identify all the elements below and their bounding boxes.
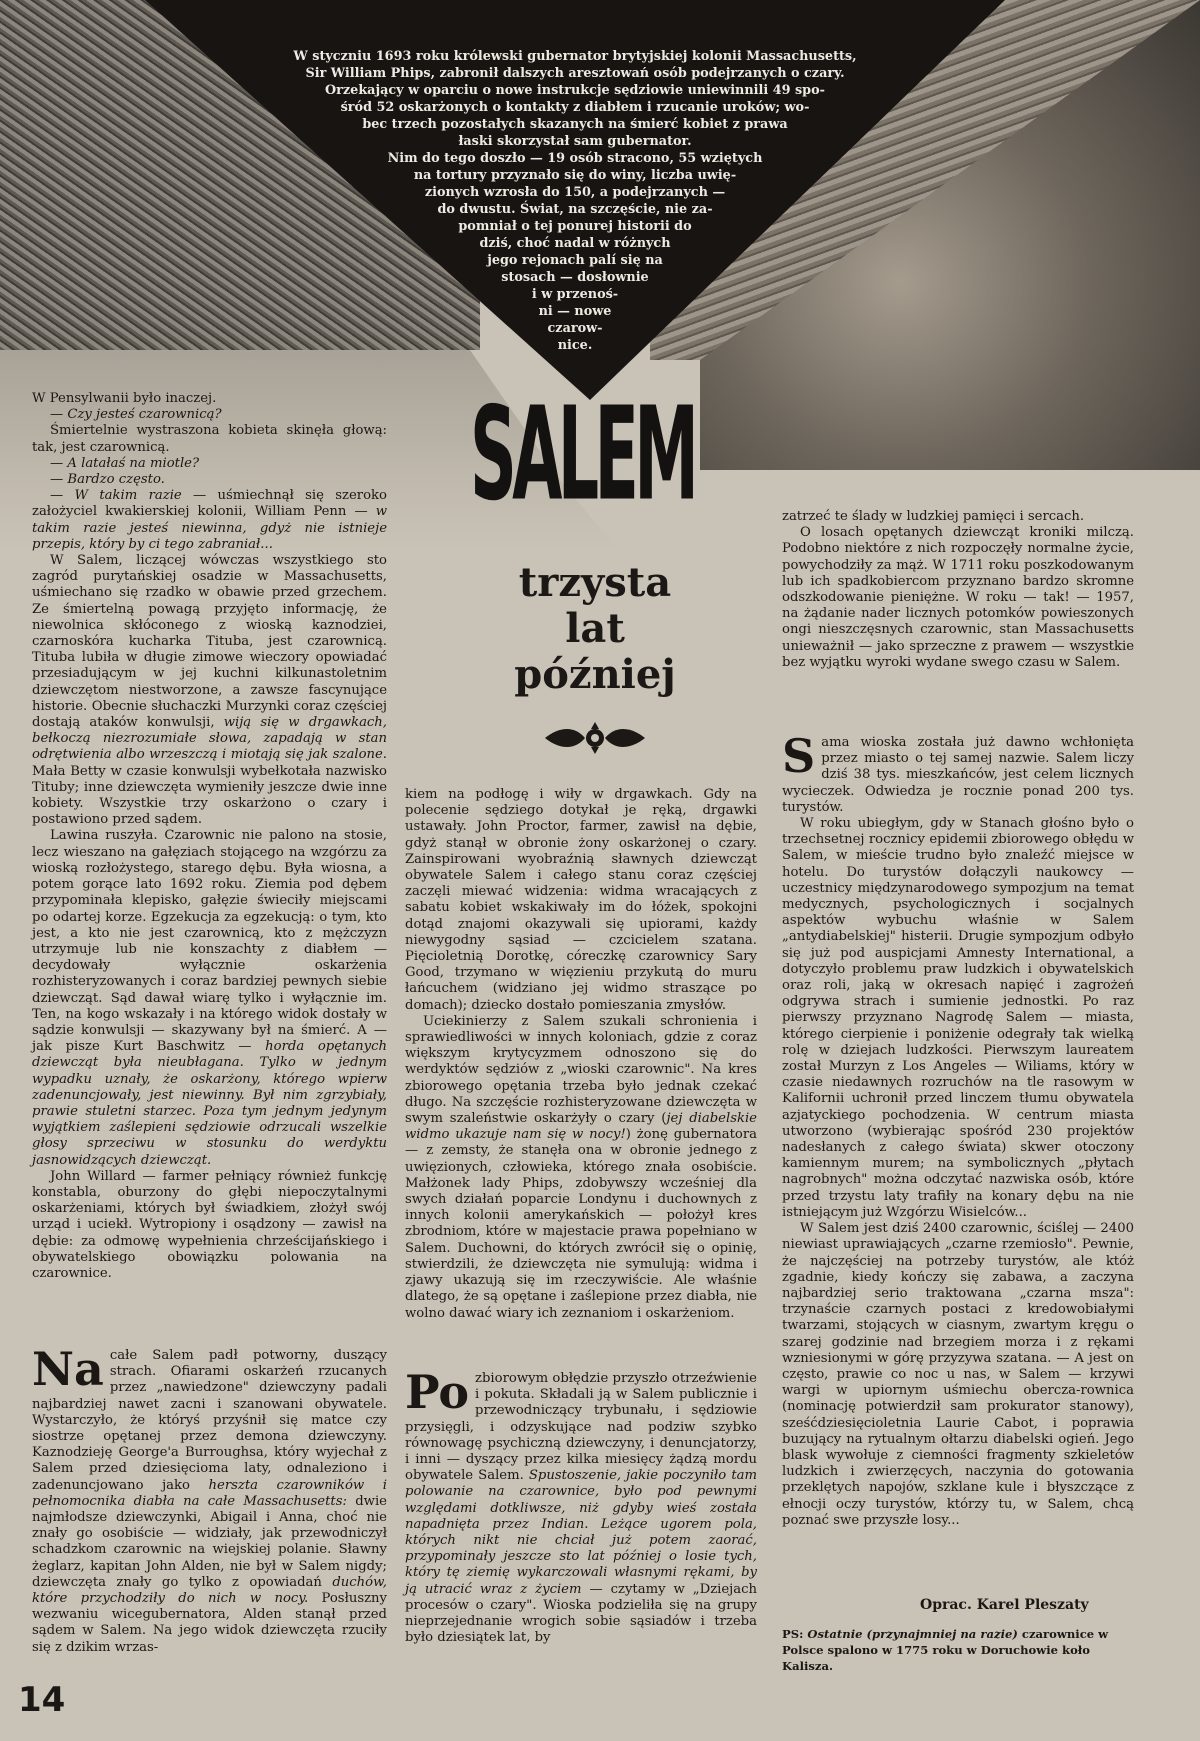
paragraph: — A latałaś na miotle?	[50, 455, 200, 471]
paragraph	[32, 1342, 387, 1656]
author-signature: Oprac. Karel Pleszaty	[920, 1597, 1089, 1613]
intro-line: stosach — dosłownie	[501, 270, 649, 285]
text-span: Lawina ruszyła. Czarownic nie palono na stosie, lecz wieszano na gałęziach stojącego na wzgórzu za wioską rozłożystego, starego dębu. Była wiosna, a potem gorące lato 1692 roku. Ziemia pod dębem przypominała klepisko, gałęzie świeciły miejscami po odartej korze. Egzekucja za egzekucją: o tym, kto jest, a kto nie jest czarownicą, kto z mężczyzn utrzymuje lub nie konszachty z diabłem — decydowały wyłącznie oskarżenia rozhisteryzowanych i coraz bardziej pewnych siebie dziewcząt. Sąd dawał wiarę tylko i wyłącznie im. Ten, na kogo wskazały i na którego widok dostały w sądzie konwulsji — skazywany był na śmierć. A — jak pisze Kurt Baschwitz —	[32, 828, 387, 1055]
intro-line: czarow-	[547, 321, 603, 336]
text-span: ama wioska została już dawno wchłonięta przez miasto o tej samej nazwie. Salem liczy dziś 38 tys. mieszkańców, jest celem licznych wycieczek. Odwiedza je rocznie ponad 200 tys. turystów.	[782, 735, 1134, 815]
text-span: zbiorowym obłędzie przyszło otrzeźwienie i pokuta. Składali ją w Salem publicznie i przewodniczący trybunału, i sędziowie przysięgli, i odzyskujące nad podziw szybko równowagę psychiczną dziewczyny, i denuncjatorzy, i inni — dyszący przez kilka miesięcy żądzą mordu obywatele Salem.	[405, 1371, 757, 1484]
text-span: Posłuszny wezwaniu wicegubernatora, Alden stanął przed sądem w Salem. Na jego widok dziewczęta rzuciły się z dzikim wrzas-	[32, 1591, 387, 1655]
intro-line: do dwustu. Świat, na szczęście, nie za-	[437, 202, 713, 217]
text-span: — czytamy w „Dziejach procesów o czary". Wioska podzieliła się na grupy nieprzejednanie wrogich sobie sąsiadów i trzeba było dziesiątek lat, by	[405, 1581, 757, 1646]
text-span: dwie najmłodsze dziewczynki, Abigail i Anna, choć nie znały go osobiście — widziały, jak przewodniczył schadzkom czarownic na wiejskiej polanie. Sławny żeglarz, kapitan John Alden, nie był w Salem nigdy; dziewczęta znały go tylko z opowiadań	[32, 1493, 387, 1590]
text-span: herszta czarowników i pełnomocnika diabła na całe Massachusetts:	[32, 1477, 387, 1509]
text-span: Uciekinierzy z Salem szukali schronienia i sprawiedliwości w innych koloniach, gdzie z coraz większym krytycyzmem odnoszono się do werdyktów sędziów z „wioski czarownic". Na kres zbiorowego opętania trzeba było jednak czekać długo. Na szczęście rozhisteryzowane dziewczęta w swym szaleństwie oskarżyły o czary (	[405, 1013, 757, 1127]
text-span: — W takim razie	[50, 488, 182, 504]
column-3	[782, 509, 1134, 671]
paragraph	[32, 828, 387, 1168]
text-span: duchów, które przychodziły do nich w nocy.	[32, 1574, 387, 1607]
postscript	[782, 1626, 1134, 1674]
intro-line: śród 52 oskarżonych o kontakty z diabłem i rzucanie uroków; wo-	[340, 100, 810, 115]
text-span: horda opętanych dziewcząt była nieubłagana. Tylko w jednym wypadku uznały, że oskarżony, którego wpierw zadenuncjowały, jest niewinny. Był nim zgrzybiały, prawie stuletni starzec. Poza tym jednym jedynym wyjątkiem zaślepieni sędziowie odrzucali wszelkie głosy sprzeciwu w stosunku do werdyktu jasnowidzących dziewcząt.	[32, 1039, 387, 1168]
column-2-continued	[405, 1365, 757, 1646]
drop-cap: Po	[405, 1365, 470, 1419]
intro-line: dziś, choć nadal w różnych	[479, 236, 671, 251]
intro-line: zionych wzrosła do 150, a podejrzanych —	[424, 185, 726, 200]
intro-line: Orzekający w oparciu o nowe instrukcje sędziowie uniewinnili 49 spo-	[325, 83, 825, 98]
paragraph	[32, 488, 387, 553]
subtitle-line: później	[514, 651, 676, 698]
text-span: w takim razie jesteś niewinna, gdyż nie istnieje przepis, który by ci tego zabraniał...	[32, 504, 387, 552]
paragraph: W Salem jest dziś 2400 czarownic, ściślej — 2400 niewiast uprawiających „czarne rzemiosło". Pewnie, że najczęściej na potrzeby turystów, ale któż zgadnie, kiedy kończy się zabawa, a zaczyna najbardziej serio traktowana „czarna msza": trzynaście czarnych postaci z kredowobiałymi twarzami, stojących w ciasnym, zwartym kręgu o szarej godzinie nad brzegiem morza i z rękami wzniesionymi w górę przyzywa szatana. — A jest on często, prawie co noc u nas, w Salem — krzywi wargi w upiornym uśmiechu obercza-rownica (nominację potwierdził sam prokurator stanowy), sześćdziesięcioletnia Laurie Cabot, i poprawia buzujący na rytualnym ołtarzu diabelski ogień. Jego blask wywołuje z ciemności fragmenty szkieletów ludzkich i zwierzęcych, naczynia do gotowania przeklętych napojów, szklane kule i błyszczące z ełnocji oczy turystów, którzy tu, w Salem, chcą poznać swe przyszłe losy...	[782, 1221, 1134, 1528]
article-title: SALEM	[470, 380, 695, 530]
intro-line: W styczniu 1693 roku królewski gubernator brytyjskiej kolonii Massachusetts,	[293, 49, 857, 64]
intro-line: na tortury przyznało się do winy, liczba uwię-	[413, 168, 737, 183]
paragraph: W roku ubiegłym, gdy w Stanach głośno było o trzechsetnej rocznicy epidemii zbiorowego obłędu w Salem, w mieście trudno było znaleźć miejsce w hotelu. Do turystów dołączyli naukowcy — uczestnicy międzynarodowego sympozjum na temat medycznych, psychologicznych i socjalnych aspektów wybuchu właśnie w Salem „antydiabelskiej" histerii. Drugie sympozjum odbyło się już pod auspicjami Amnesty International, a dotyczyło problemu praw ludzkich i obywatelskich oraz roli, jaką w okresach napięć i zagrożeń odgrywa strach i sumienie jednostki. Po raz pierwszy przyznano Nagrodę Salem — miasta, którego cierpienie i poniżenie odegrały tak wielką rolę w dziejach ludzkości. Pierwszym laureatem został Murzyn z Los Angeles — Wiliams, który w czasie niedawnych rozruchów na tle rasowym w Kalifornii uchronił przed linczem tłumu obywatela azjatyckiego pochodzenia. W centrum miasta utworzono (wybierając spośród 230 projektów nadesłanych z całego świata) skwer otoczony kamiennym murem; na symbolicznych „płytach nagrobnych" można odczytać nazwiska osób, które przed trzystu laty trafiły na konary dębu na nie istniejącym już Wzgórzu Wisielców...	[782, 816, 1134, 1220]
paragraph: O losach opętanych dziewcząt kroniki milczą. Podobno niektóre z nich rozpoczęły normalne życie, powychodziły za mąż. W 1711 roku poszkodowanym lub ich spadkobiercom przyznano bardzo skromne odszkodowanie pieniężne. W roku — tak! — 1957, na żądanie nader licznych potomków powieszonych ongi nieszczęsnych czarownic, stan Massachusetts unieważnił — jako sprzeczne z prawem — wszystkie bez wyjątku wyroki wydane swego czasu w Salem.	[782, 525, 1134, 670]
paragraph: W Pensylwanii było inaczej.	[32, 391, 217, 406]
intro-line: nice.	[557, 338, 593, 353]
text-span: W Salem, liczącej wówczas wszystkiego sto zagród purytańskiej osadzie w Massachusetts, uśmiechano się rzadko w obawie przed grzechem. Ze śmiertelną powagą przyjęto informację, że niewolnica skłóconego z wioską kaznodziei, czarnoskóra kucharka Tituba, jest czarownicą. Tituba lubiła w długie zimowe wieczory opowiadać przesiadującym w jej kuchni kilkunastoletnim dziewczętom niestworzone, a zawsze fascynujące historie. Obecnie słuchaczki Murzynki coraz częściej dostają ataków konwulsji,	[32, 553, 387, 731]
text-span: wiją się w drgawkach, bełkoczą niezrozumiałe słowa, zapadają w stan odrętwienia albo wrzeszczą i miotają się jak szalone.	[32, 715, 387, 763]
paragraph: zatrzeć te ślady w ludzkiej pamięci i sercach.	[782, 509, 1085, 524]
ornament-flourish-icon	[540, 718, 650, 758]
subtitle-line: trzysta	[518, 559, 672, 606]
paragraph	[405, 1014, 757, 1322]
intro-line: i w przenoś-	[531, 287, 619, 302]
text-span: jej diabelskie widmo ukazuje nam się w nocy!	[405, 1111, 757, 1143]
paragraph: kiem na podłogę i wiły w drgawkach. Gdy na polecenie sędziego dotykał je ręką, drgawki ustawały. John Proctor, farmer, zawisł na dębie, gdyż stanął w obronie żony oskarżonej o czary. Zainspirowani wyobraźnią sławnych dziewcząt obywatele Salem i całego stanu coraz częściej zaczęli miewać widzenia: widma wracających z sabatu kobiet wskakiwały im do łóżek, spokojni dotąd znajomi okazywali się upiorami, każdy niewygodny sąsiad — czcicielem szatana. Pięcioletnią Dorotkę, córeczkę czarownicy Sary Good, trzymano w więzieniu przykutą do muru łańcuchem (widziano jej widmo straszące po domach); dziecko dostało pomieszania zmysłów.	[405, 787, 757, 1013]
paragraph	[782, 729, 1134, 816]
article-subtitle	[480, 560, 710, 698]
ps-label: PS:	[782, 1627, 804, 1641]
text-span: ) żonę gubernatora — z zemsty, że stanęła ona w obronie jednego z uwięzionych, człowieka, którego znała osobiście. Małżonek lady Phips, zdobywszy wcześniej dla swych działań poparcie Londynu i duchownych z innych kolonii amerykańskich — położył kres zbrodniom, które w majestacie prawa popełniano w Salem. Duchowni, do których zwrócił się o opinię, stwierdzili, że dziewczęta nie symulują: widma i zjawy ukazują się im rzeczywiście. Ale właśnie dlatego, że są opętane i zaślepione przez diabła, nie wolno dawać wiary ich zeznaniom i oskarżeniom.	[405, 1127, 757, 1321]
text-span: czarownice w Polsce spalono w 1775 roku w Doruchowie koło Kalisza.	[782, 1627, 1109, 1673]
paragraph: — Bardzo często.	[50, 472, 165, 488]
text-span: Spustoszenie, jakie poczyniło tam polowanie na czarownice, było pod pewnymi względami dotkliwsze, niż gdyby wieś została napadnięta przez Indian. Leżące ugorem pola, których nikt nie chciał już potem zaorać, przypominały jeszcze sto lat później o losie tych, który tę ziemię wykarczowali własnymi rękami, by ją utracić wraz z życiem	[405, 1468, 757, 1597]
paragraph: John Willard — farmer pełniący również funkcję konstabla, oburzony do głębi niepoczytalnymi oskarżeniami, których był świadkiem, złożył swój urząd i uciekł. Wytropiony i osądzony — zawisł na dębie: za odmowę wypełnienia chrześcijańskiego i obywatelskiego obowiązku polowania na czarownice.	[32, 1168, 387, 1281]
text-span: Ostatnie (przynajmniej na razie)	[807, 1627, 1018, 1641]
paragraph: — Czy jesteś czarownicą?	[50, 407, 222, 423]
intro-line: Nim do tego doszło — 19 osób stracono, 55 wziętych	[387, 151, 763, 166]
intro-line: jego rejonach palí się na	[487, 253, 663, 268]
column-2	[405, 787, 757, 1322]
paragraph	[405, 1365, 757, 1646]
intro-lead-text	[230, 48, 920, 354]
column-3-continued	[782, 729, 1134, 1529]
drop-cap: S	[782, 729, 816, 783]
paragraph	[32, 553, 387, 828]
intro-line: pomniał o tej ponurej historii do	[458, 219, 692, 234]
column-1	[32, 391, 387, 1282]
column-1-continued	[32, 1342, 387, 1656]
intro-line: Sir William Phips, zabronił dalszych aresztowań osób podejrzanych o czary.	[305, 66, 845, 81]
paragraph: Śmiertelnie wystraszona kobieta skinęła głową: tak, jest czarownicą.	[32, 423, 387, 455]
intro-line: łaski skorzystał sam gubernator.	[458, 134, 692, 149]
text-span: całe Salem padł potworny, duszący strach. Ofiarami oskarżeń rzucanych przez „nawiedzone" dziewczyny padali najbardziej nawet zacni i szanowani obywatele. Wystarczyło, że któryś przyśnił się matce czy siostrze opętanej przez demona dziewczyny. Kaznodzieję George'a Burroughsa, który wyjechał z Salem przed dziesięcioma laty, odnaleziono i zadenuncjowano jako	[32, 1348, 387, 1493]
intro-line: ni — nowe	[538, 304, 612, 319]
page-number: 14	[18, 1680, 66, 1720]
drop-cap: Na	[32, 1342, 104, 1396]
text-span: Mała Betty w czasie konwulsji wybełkotała nazwisko Tituby; inne dziewczęta wymieniły jeszcze dwie inne kobiety. Wszystkie trzy oskarżono o czary i postawiono przed sądem.	[32, 763, 387, 828]
text-span: — uśmiechnął się szeroko założyciel kwakierskiej kolonii, William Penn —	[32, 488, 387, 520]
subtitle-line: lat	[565, 605, 625, 652]
intro-line: bec trzech pozostałych skazanych na śmierć kobiet z prawa	[362, 117, 788, 132]
